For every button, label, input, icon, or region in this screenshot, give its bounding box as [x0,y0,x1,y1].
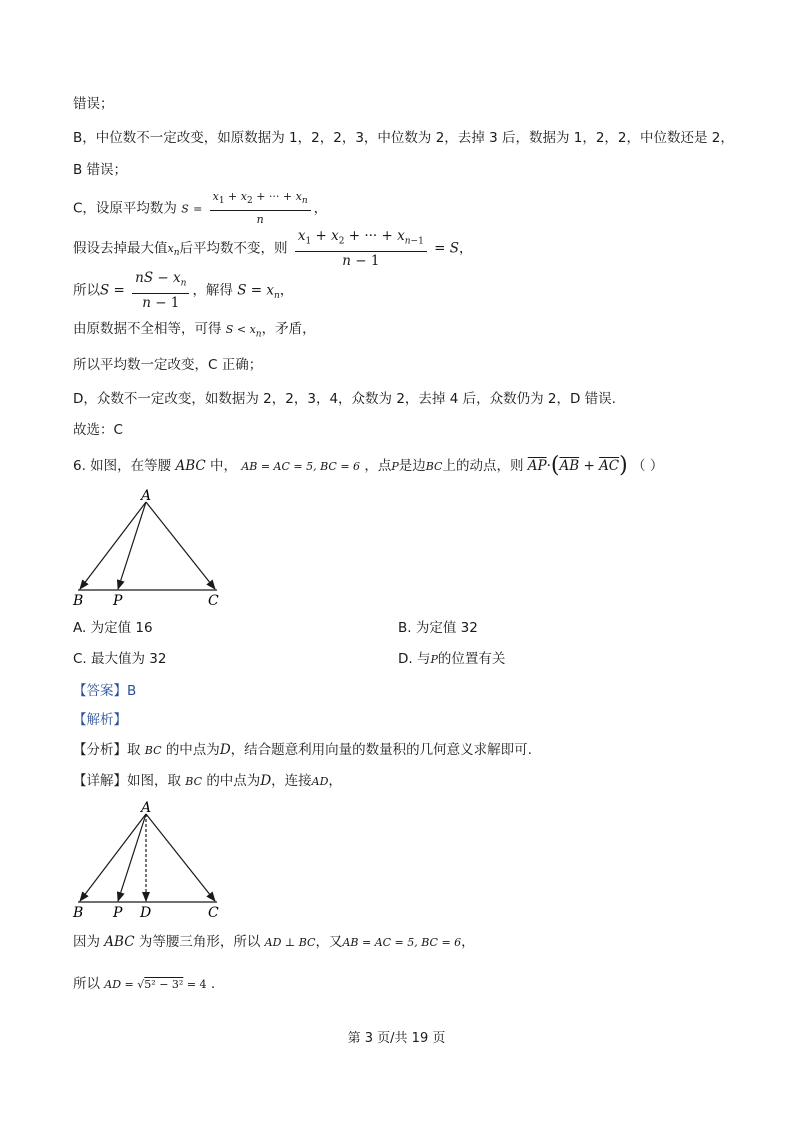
text-fragment: 【分析】取 [73,742,141,758]
text-fragment: ，矛盾， [261,321,316,337]
point-d: D [260,773,272,789]
text-fragment: 因为 [73,934,100,950]
page-footer: 第 3 页/共 19 页 [347,1031,446,1046]
fraction-mean: $\frac{x_1 + x_2 + \cdot\cdot\cdot + x_n}{n}$ [210,189,311,228]
text-fragment: . [210,976,216,992]
text-line: 故选：C [73,422,123,438]
formula-line-solve: 所以S = $\frac{nS - x_n}{n - 1}$ ，解得 $S = x_n$， [73,270,294,311]
text-fragment: ，连接 [271,773,312,789]
perpendicular-statement: AD ⊥ BC [264,936,316,949]
text-line: B，中位数不一定改变，如原数据为 1，2，2，3，中位数为 2，去掉 3 后，数据为 1，2，2，中位数还是 2， [73,130,734,146]
fraction-solve: $\frac{nS - x_n}{n - 1}$ [132,270,189,311]
triangle-name: ABC [175,458,206,474]
label-d: D [140,905,152,921]
label-p: P [113,593,123,609]
text-fragment: ， [461,934,475,950]
label-a: A [141,488,152,504]
label-b: B [73,593,84,609]
option-a: A. 为定值 16 [73,620,153,636]
option-c: C. 最大值为 32 [73,651,167,667]
formula-line-assume: 假设去掉最大值$x_n$后平均数不变，则 $\frac{x_1 + x_2 + \cdot\cdot\cdot + x_{n-1}}{n - 1}$ = S， [73,228,473,269]
text-fragment: 的中点为 [165,742,220,758]
text-fragment: ，点 [364,458,392,474]
text-line: B 错误； [73,162,128,178]
question-number: 6. 如图，在等腰 [73,458,172,474]
result-line: 所以 AD = √5² − 3² = 4 . [73,976,216,992]
label-b: B [73,905,84,921]
text-fragment: ， [328,773,342,789]
question-6: 6. 如图，在等腰 ABC 中， AB = AC = 5, BC = 6 ，点P是边BC上的动点，则 $\overline{AP}\cdot(\overline{AB} + \overline{AC})$ （ ） [73,453,664,478]
text-fragment: ，结合题意利用向量的数量积的几何意义求解即可. [230,742,532,758]
answer-blank: （ ） [632,458,664,474]
text-fragment: 是边 [398,458,426,474]
text-fragment: 上的动点，则 [442,458,524,474]
text-fragment: 的位置有关 [437,651,506,667]
text-fragment: D. 与 [398,651,431,667]
expression: AD = [104,978,138,991]
text-line: 由原数据不全相等，可得 $S < x_n$，矛盾， [73,321,316,340]
analysis-label: 【解析】 [73,712,127,728]
text-fragment: 假设去掉最大值 [73,240,168,257]
radicand: 5² − 3² [144,978,184,991]
text-fragment: 所以 [73,282,100,299]
text-fragment: 【详解】如图，取 [73,773,181,789]
fraction-assume: $\frac{x_1 + x_2 + \cdot\cdot\cdot + x_{n-1}}{n - 1}$ [295,228,427,269]
label-p: P [113,905,123,921]
text-fragment: 后平均数不变，则 [179,240,288,257]
text-fragment: 为等腰三角形，所以 [138,934,261,950]
equals-value: = 4 [183,978,207,991]
option-b: B. 为定值 32 [398,620,478,636]
point-p: P [430,653,438,666]
text-line: D，众数不一定改变，如数据为 2，2，3，4，众数为 2，去掉 4 后，众数仍为 2，D 错误. [73,391,616,407]
label-a: A [141,800,152,816]
text-fragment: 的中点为 [206,773,261,789]
label-c: C [208,593,219,609]
answer-label: 【答案】B [73,683,137,699]
condition: AB = AC = 5, BC = 6 [342,936,462,949]
text-line: 错误； [73,96,114,112]
text-line: 所以平均数一定改变，C 正确； [73,357,263,373]
triangle-name: ABC [104,934,135,950]
text-fragment: ，解得 [192,282,233,299]
segment-bc: BC [425,460,443,473]
condition: AB = AC = 5, BC = 6 [241,460,361,473]
point-p: P [391,460,399,473]
segment-bc: BC [185,775,203,788]
formula-line-mean: C，设原平均数为 S = $\frac{x_1 + x_2 + \cdot\cdot\cdot + x_n}{n}$ ， [73,190,328,227]
text-fragment: ，又 [315,934,343,950]
segment-ad: AD [311,775,329,788]
text-fragment: C，设原平均数为 [73,200,177,217]
segment-bc: BC [144,744,162,757]
text-fragment: 由原数据不全相等，可得 [73,321,222,337]
text-fragment: 所以 [73,976,100,992]
point-d: D [219,742,231,758]
because-line [73,933,475,952]
label-c: C [208,905,219,921]
text-fragment: 中， [210,458,238,474]
